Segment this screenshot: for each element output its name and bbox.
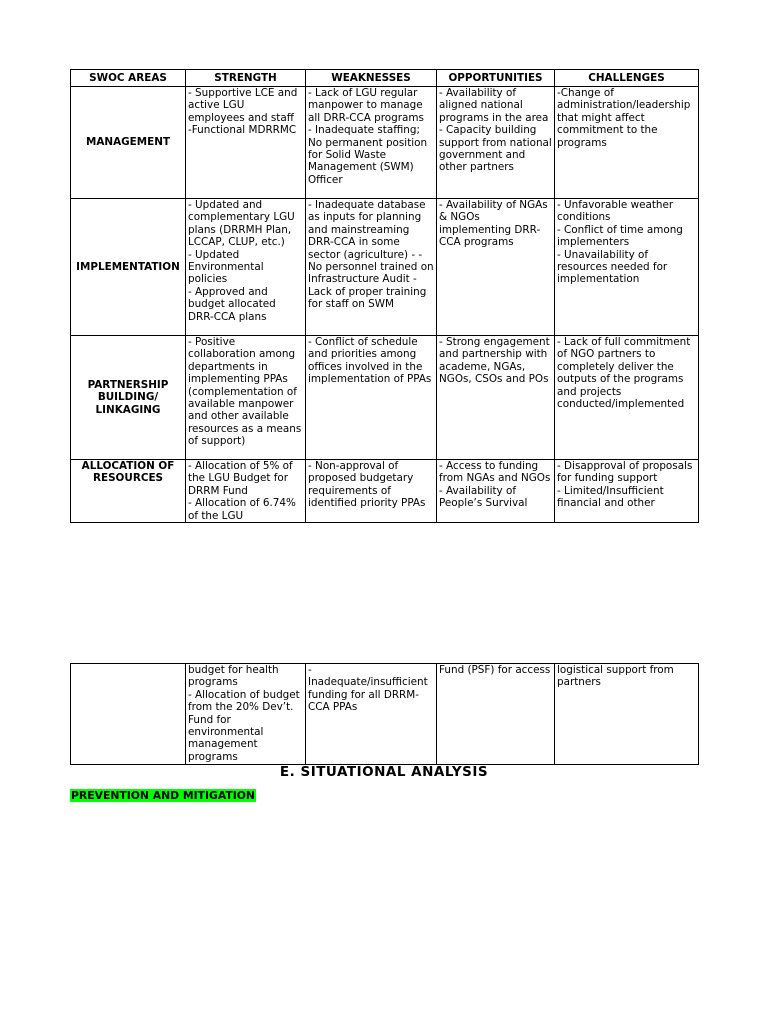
table-header-row bbox=[71, 70, 699, 87]
area-cell: ALLOCATION OF RESOURCES bbox=[71, 460, 186, 523]
swoc-table-continued bbox=[70, 663, 699, 765]
table-row bbox=[71, 336, 699, 460]
opportunities-cell: - Availability of NGAs & NGOs implementing DRR-CCA programs bbox=[437, 199, 555, 336]
header-opportunities: OPPORTUNITIES bbox=[437, 70, 555, 87]
highlighted-subheading: PREVENTION AND MITIGATION bbox=[71, 789, 255, 802]
weaknesses-cell: - Lack of LGU regular manpower to manage all DRR-CCA programs - Inadequate staffing; No permanent position for Solid Waste Management (SWM) Officer bbox=[306, 87, 437, 199]
opportunities-cell: - Strong engagement and partnership with academe, NGAs, NGOs, CSOs and POs bbox=[437, 336, 555, 460]
header-challenges: CHALLENGES bbox=[555, 70, 699, 87]
opportunities-cell: - Availability of aligned national programs in the area - Capacity building support from national government and other partners bbox=[437, 87, 555, 199]
header-weaknesses: WEAKNESSES bbox=[306, 70, 437, 87]
table-row bbox=[71, 199, 699, 336]
area-cell: PARTNERSHIP BUILDING/ LINKAGING bbox=[71, 336, 186, 460]
challenges-cell: logistical support from partners bbox=[555, 664, 699, 765]
table-row bbox=[71, 664, 699, 765]
header-swoc-areas: SWOC AREAS bbox=[71, 70, 186, 87]
weaknesses-cell: - Inadequate/insufficient funding for all DRRM-CCA PPAs bbox=[306, 664, 437, 765]
challenges-cell: - Unfavorable weather conditions - Conflict of time among implementers - Unavailability of resources needed for implementation bbox=[555, 199, 699, 336]
opportunities-cell: Fund (PSF) for access bbox=[437, 664, 555, 765]
challenges-cell: - Disapproval of proposals for funding support - Limited/Insufficient financial and other bbox=[555, 460, 699, 523]
swoc-table bbox=[70, 69, 699, 523]
challenges-cell: - Lack of full commitment of NGO partners to completely deliver the outputs of the programs and projects conducted/implemented bbox=[555, 336, 699, 460]
strength-cell: - Updated and complementary LGU plans (DRRMH Plan, LCCAP, CLUP, etc.) - Updated Environmental policies - Approved and budget allocated DRR-CCA plans bbox=[186, 199, 306, 336]
challenges-cell: -Change of administration/leadership that might affect commitment to the programs bbox=[555, 87, 699, 199]
area-cell bbox=[71, 664, 186, 765]
strength-cell: - Positive collaboration among departments in implementing PPAs (complementation of available manpower and other available resources as a means of support) bbox=[186, 336, 306, 460]
area-cell: MANAGEMENT bbox=[71, 87, 186, 199]
header-strength: STRENGTH bbox=[186, 70, 306, 87]
table-row bbox=[71, 460, 699, 523]
table-row bbox=[71, 87, 699, 199]
strength-cell: - Allocation of 5% of the LGU Budget for DRRM Fund - Allocation of 6.74% of the LGU bbox=[186, 460, 306, 523]
weaknesses-cell: - Conflict of schedule and priorities among offices involved in the implementation of PPAs bbox=[306, 336, 437, 460]
weaknesses-cell: - Non-approval of proposed budgetary requirements of identified priority PPAs bbox=[306, 460, 437, 523]
area-cell: IMPLEMENTATION bbox=[71, 199, 186, 336]
strength-cell: - Supportive LCE and active LGU employees and staff -Functional MDRRMC bbox=[186, 87, 306, 199]
weaknesses-cell: - Inadequate database as inputs for planning and mainstreaming DRR-CCA in some sector (agriculture) - - No personnel trained on Infrastructure Audit - Lack of proper training for staff on SWM bbox=[306, 199, 437, 336]
strength-cell: budget for health programs - Allocation of budget from the 20% Dev’t. Fund for environmental management programs bbox=[186, 664, 306, 765]
section-title: E. SITUATIONAL ANALYSIS bbox=[279, 764, 489, 780]
opportunities-cell: - Access to funding from NGAs and NGOs - Availability of People’s Survival bbox=[437, 460, 555, 523]
